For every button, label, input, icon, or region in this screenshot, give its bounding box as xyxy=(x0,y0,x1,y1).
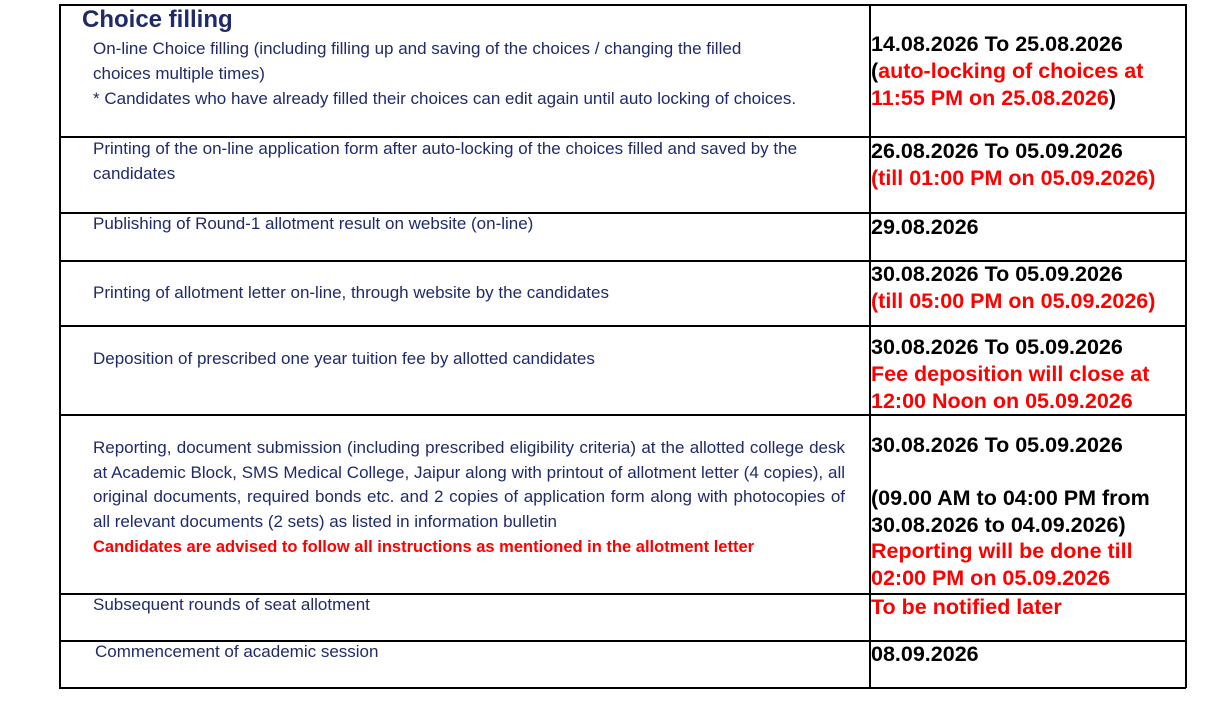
row-6-description xyxy=(93,436,845,560)
row-4-description: Printing of allotment letter on-line, through website by the candidates xyxy=(93,283,609,302)
row-5-date-range: 30.08.2026 To 05.09.2026 xyxy=(871,335,1123,359)
row-6-text: Reporting, document submission (including prescribed eligibility criteria) at the allotted college desk at Academic Block, SMS Medical College, Jaipur along with printout of allotment letter (4 copies), all original documents, required bonds etc. and 2 copies of application form along with photocopies of all relevant documents (2 sets) as listed in information bulletin xyxy=(93,438,845,532)
row-4-date-note: (till 05:00 PM on 05.09.2026) xyxy=(871,289,1156,313)
row-1-description xyxy=(93,36,868,111)
row-3-description: Publishing of Round-1 allotment result on website (on-line) xyxy=(93,214,534,233)
row-1-line-3: * Candidates who have already filled their choices can edit again until auto locking of choices. xyxy=(93,89,797,108)
row-7-description: Subsequent rounds of seat allotment xyxy=(93,595,370,614)
row-divider xyxy=(59,325,1186,327)
row-1-date-note: (auto-locking of choices at 11:55 PM on 25.08.2026) xyxy=(871,59,1144,110)
row-1-date-range: 14.08.2026 To 25.08.2026 xyxy=(871,32,1123,56)
table-border-bottom xyxy=(59,687,1186,689)
row-6-warning: Candidates are advised to follow all instructions as mentioned in the allotment letter xyxy=(93,537,755,556)
row-2-description: Printing of the on-line application form after auto-locking of the choices filled and saved by the candidates xyxy=(93,139,798,183)
table-border-left xyxy=(59,4,61,688)
row-6-date-range: 30.08.2026 To 05.09.2026 xyxy=(871,433,1123,457)
row-5-description: Deposition of prescribed one year tuition fee by allotted candidates xyxy=(93,349,595,368)
row-2-date xyxy=(871,138,1183,192)
section-heading: Choice filling xyxy=(82,6,233,33)
row-8-description: Commencement of academic session xyxy=(95,642,379,661)
row-4-date xyxy=(871,261,1183,315)
row-5-date-note: Fee deposition will close at 12:00 Noon on 05.09.2026 xyxy=(871,362,1150,413)
row-7-date: To be notified later xyxy=(871,595,1062,619)
row-6-date-hours: (09.00 AM to 04:00 PM from 30.08.2026 to 04.09.2026) xyxy=(871,486,1150,537)
row-2-date-note: (till 01:00 PM on 05.09.2026) xyxy=(871,166,1156,190)
row-8-date: 08.09.2026 xyxy=(871,642,979,666)
table-border-right xyxy=(1185,4,1187,688)
row-1-line-1: On-line Choice filling (including filling up and saving of the choices / changing the filled xyxy=(93,39,742,58)
row-5-date xyxy=(871,334,1183,415)
row-2-date-range: 26.08.2026 To 05.09.2026 xyxy=(871,139,1123,163)
row-1-date xyxy=(871,31,1183,112)
row-1-line-2: choices multiple times) xyxy=(93,64,265,83)
row-4-date-range: 30.08.2026 To 05.09.2026 xyxy=(871,262,1123,286)
row-6-date xyxy=(871,432,1183,591)
row-6-date-note: Reporting will be done till 02:00 PM on 05.09.2026 xyxy=(871,539,1133,590)
row-3-date: 29.08.2026 xyxy=(871,215,979,239)
